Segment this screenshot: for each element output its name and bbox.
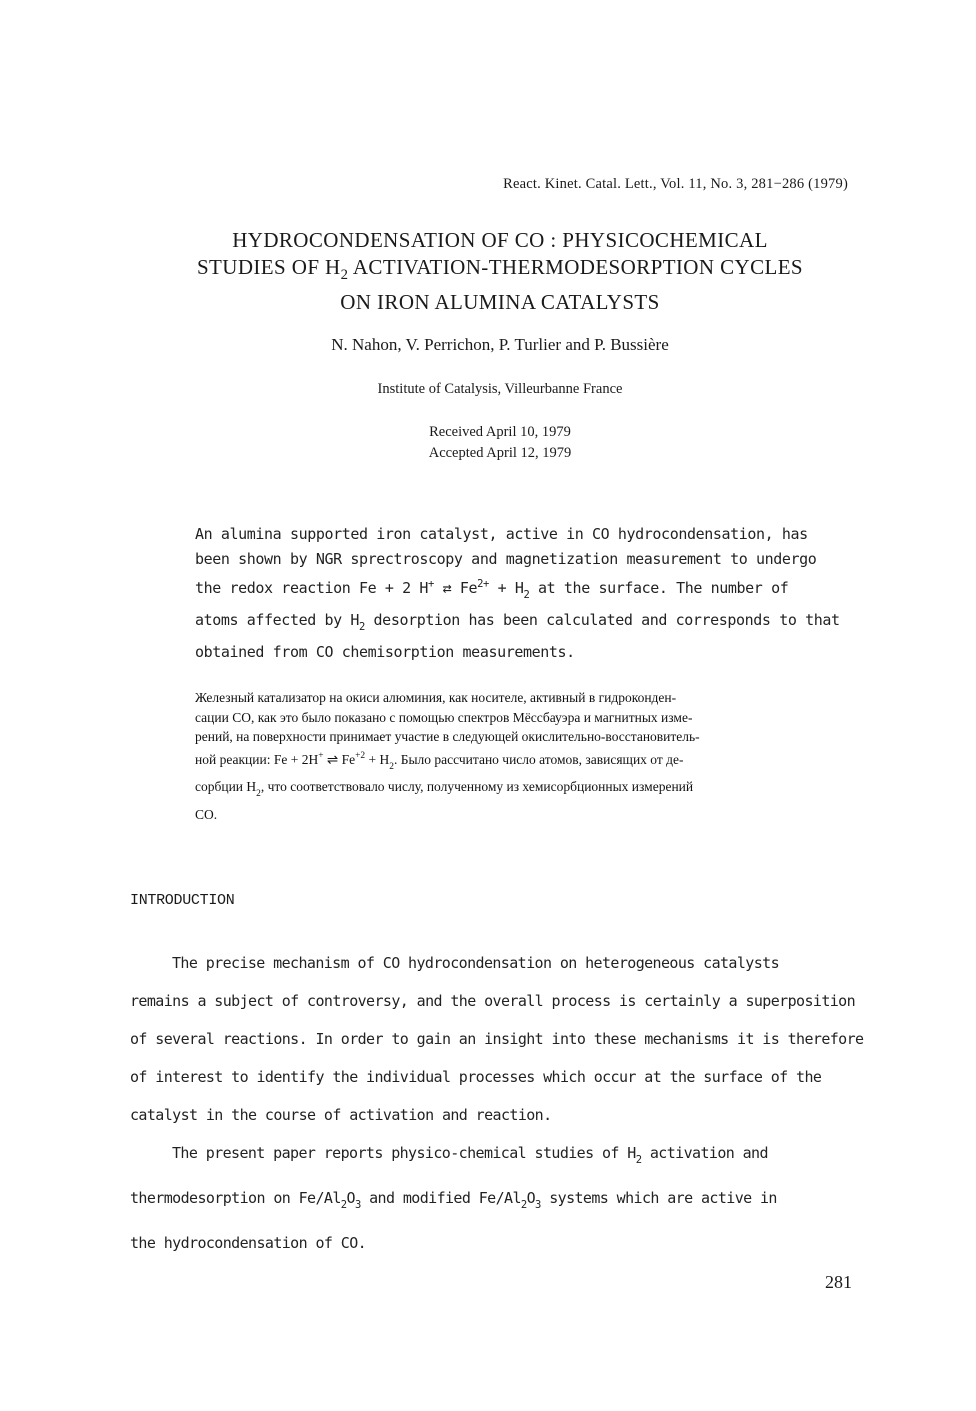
abstract-ru-line: ной реакции: Fe + 2H+ ⇌ $Fe^{+2} + H_2$. Было рассчитано число атомов, зависящих от де-: [195, 750, 684, 772]
abstract-ru-line: Железный катализатор на окиси алюминия, как носителе, активный в гидроконден-: [195, 690, 677, 705]
body-line: of interest to identify the individual processes which occur at the surface of the: [130, 1068, 822, 1086]
received-date: Received April 10, 1979: [429, 424, 571, 440]
abstract-ru-line: рений, на поверхности принимает участие в следующей окислительно-восстановитель-: [195, 729, 700, 745]
body-line: The present paper reports physico-chemical studies of $H_2$ activation and: [172, 1144, 768, 1166]
journal-citation: React. Kinet. Catal. Lett., Vol. 11, No. 3, 281−286 (1979): [503, 176, 848, 192]
title-line-3: ON IRON ALUMINA CATALYSTS: [340, 290, 660, 314]
body-line: thermodesorption on $Fe/Al_2O_3$ and modified $Fe/Al_2O_3$ systems which are active in: [130, 1189, 777, 1211]
abstract-en-line: atoms affected by $H_2$ desorption has been calculated and corresponds to that: [195, 611, 840, 633]
abstract-russian: [195, 688, 875, 825]
abstract-en-line: the redox reaction Fe + 2 H+ ⇄ $Fe^{2+} + H_2$ at the surface. The number of: [195, 578, 789, 601]
authors: N. Nahon, V. Perrichon, P. Turlier and P. Bussière: [331, 335, 669, 354]
title-line-1: HYDROCONDENSATION OF CO : PHYSICOCHEMICAL: [232, 228, 768, 252]
abstract-en-line: been shown by NGR sprectroscopy and magnetization measurement to undergo: [195, 550, 817, 568]
abstract-ru-line: сорбции $H_2$, что соответствовало числу, полученному из хемисорбционных измерений: [195, 779, 694, 800]
paper-title: [100, 227, 900, 316]
body-line: the hydrocondensation of CO.: [130, 1234, 367, 1252]
page-number: 281: [825, 1272, 852, 1292]
body-line: remains a subject of controversy, and the overall process is certainly a superposition: [130, 992, 856, 1010]
accepted-date: Accepted April 12, 1979: [428, 445, 572, 461]
body-line: The precise mechanism of CO hydrocondensation on heterogeneous catalysts: [172, 954, 780, 972]
intro-paragraph-2: [130, 1134, 860, 1262]
submission-dates: [100, 422, 900, 464]
abstract-en-line: An alumina supported iron catalyst, active in CO hydrocondensation, has: [195, 525, 808, 543]
abstract-ru-line: CO.: [195, 806, 218, 822]
section-heading-introduction: INTRODUCTION: [130, 892, 235, 909]
abstract-ru-line: сации CO, как это было показано с помощью спектров Мёссбауэра и магнитных изме-: [195, 709, 693, 725]
intro-paragraph-1: [130, 944, 864, 1134]
abstract-en-line: obtained from CO chemisorption measurements.: [195, 643, 575, 661]
body-line: catalyst in the course of activation and reaction.: [130, 1106, 552, 1124]
title-line-2: STUDIES OF $H_2$ ACTIVATION-THERMODESORPTION CYCLES: [196, 255, 804, 283]
abstract-english: [195, 522, 875, 665]
affiliation: Institute of Catalysis, Villeurbanne France: [377, 381, 623, 397]
body-line: of several reactions. In order to gain an insight into these mechanisms it is therefore: [130, 1030, 864, 1048]
